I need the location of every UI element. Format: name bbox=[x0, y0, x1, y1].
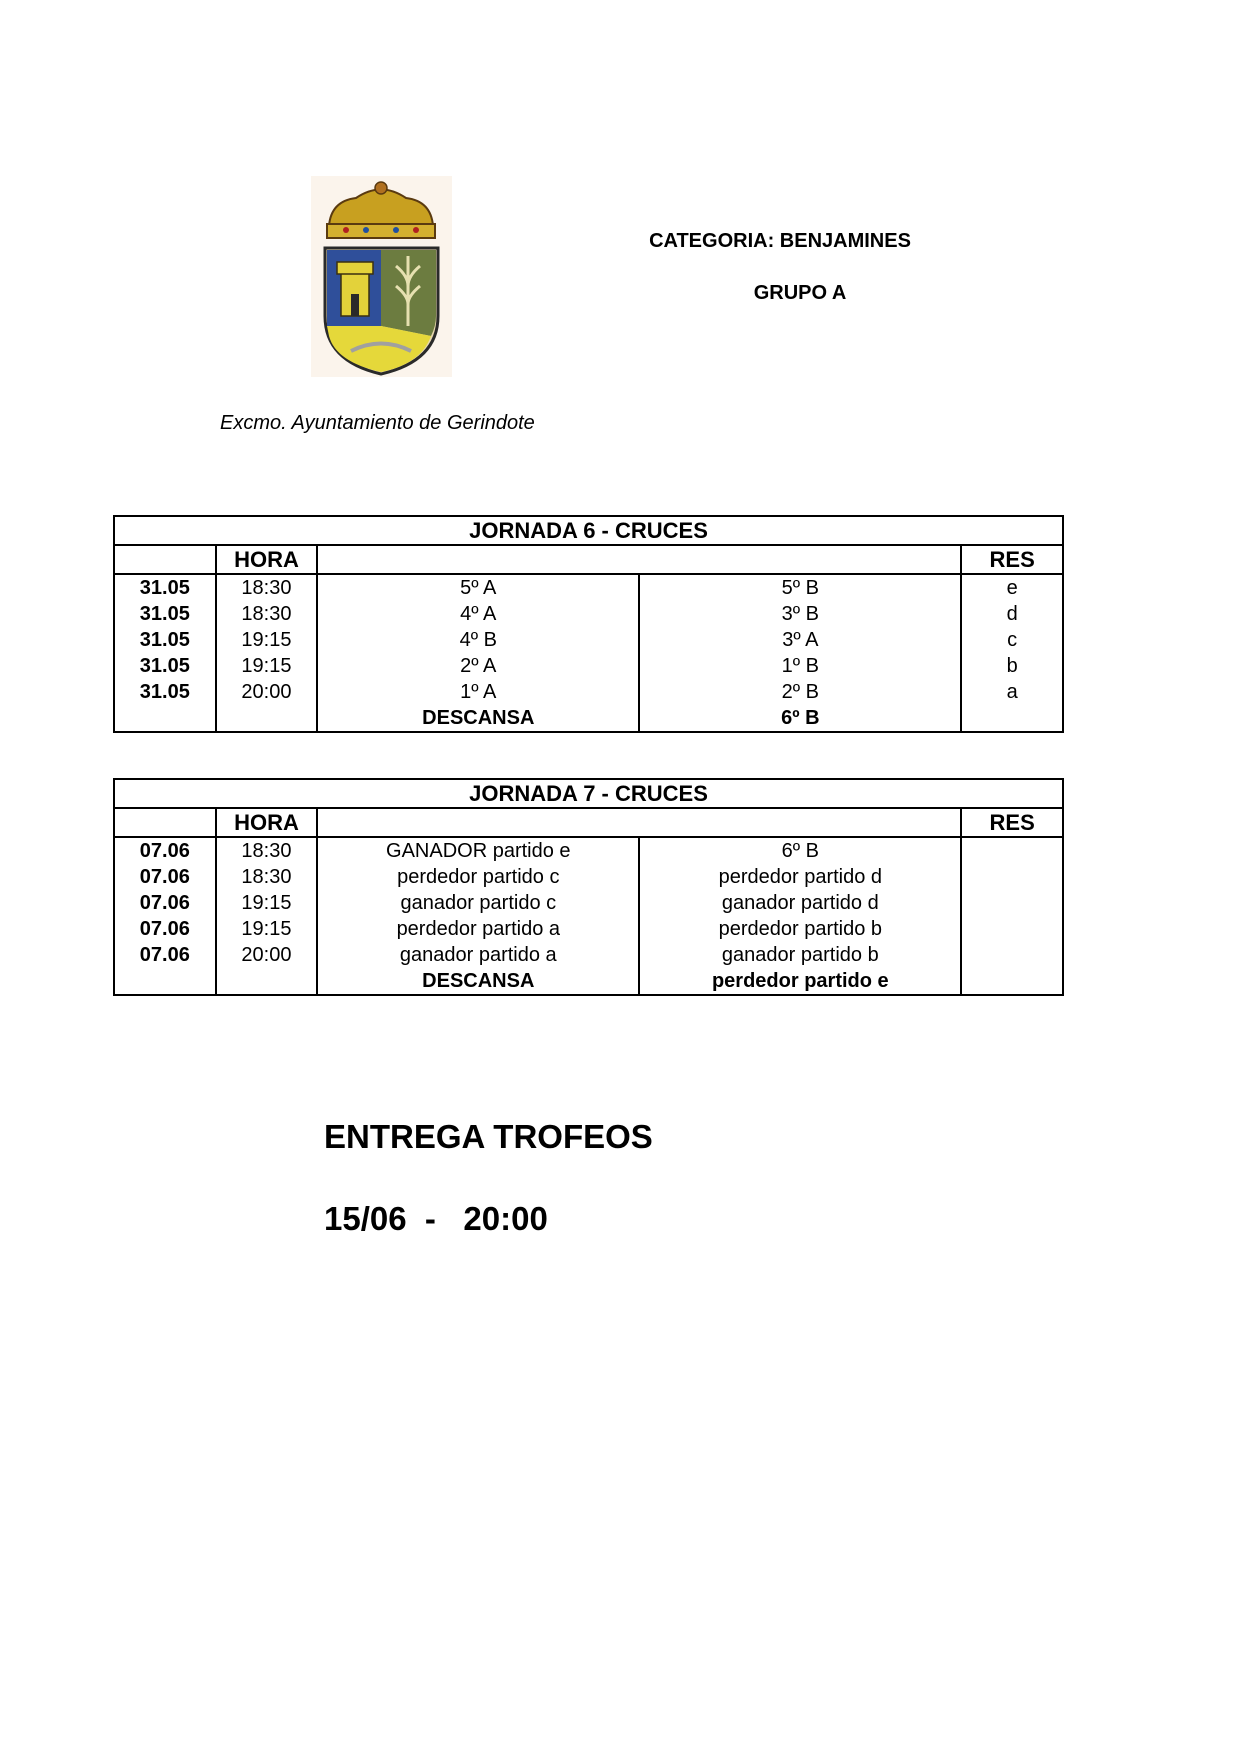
match-date: 07.06 bbox=[114, 916, 216, 942]
away-team: 3º B bbox=[639, 601, 961, 627]
group-title: GRUPO A bbox=[753, 282, 847, 304]
col-res-header: RES bbox=[961, 808, 1063, 837]
home-team: perdedor partido c bbox=[317, 864, 639, 890]
match-date: 31.05 bbox=[114, 601, 216, 627]
away-team: ganador partido b bbox=[639, 942, 961, 968]
home-team: 1º A bbox=[317, 679, 639, 705]
jornada-6-table bbox=[113, 515, 1064, 733]
table-row bbox=[114, 627, 1063, 653]
match-date: 31.05 bbox=[114, 653, 216, 679]
match-result bbox=[961, 916, 1063, 942]
match-date: 31.05 bbox=[114, 574, 216, 601]
match-time: 19:15 bbox=[216, 890, 318, 916]
match-date: 31.05 bbox=[114, 627, 216, 653]
match-time: 18:30 bbox=[216, 837, 318, 864]
match-result: b bbox=[961, 653, 1063, 679]
jornada-title: JORNADA 7 - CRUCES bbox=[114, 779, 1063, 808]
empty-cell bbox=[216, 705, 318, 732]
match-result: a bbox=[961, 679, 1063, 705]
home-team: ganador partido c bbox=[317, 890, 639, 916]
table-row bbox=[114, 653, 1063, 679]
match-time: 20:00 bbox=[216, 942, 318, 968]
col-date-header bbox=[114, 808, 216, 837]
table-row bbox=[114, 601, 1063, 627]
match-result: c bbox=[961, 627, 1063, 653]
table-row bbox=[114, 942, 1063, 968]
away-team: 6º B bbox=[639, 837, 961, 864]
match-result bbox=[961, 837, 1063, 864]
coat-of-arms-icon bbox=[311, 176, 452, 377]
match-result: d bbox=[961, 601, 1063, 627]
home-team: GANADOR partido e bbox=[317, 837, 639, 864]
table-row bbox=[114, 574, 1063, 601]
town-hall-caption: Excmo. Ayuntamiento de Gerindote bbox=[220, 412, 535, 434]
match-date: 07.06 bbox=[114, 837, 216, 864]
home-team: 4º A bbox=[317, 601, 639, 627]
empty-cell bbox=[114, 968, 216, 995]
table-row bbox=[114, 679, 1063, 705]
match-time: 18:30 bbox=[216, 864, 318, 890]
col-hora-header: HORA bbox=[216, 808, 318, 837]
away-team: 2º B bbox=[639, 679, 961, 705]
match-time: 20:00 bbox=[216, 679, 318, 705]
match-time: 19:15 bbox=[216, 653, 318, 679]
match-result bbox=[961, 890, 1063, 916]
rest-row bbox=[114, 705, 1063, 732]
empty-cell bbox=[961, 968, 1063, 995]
table-row bbox=[114, 837, 1063, 864]
table-row bbox=[114, 890, 1063, 916]
empty-cell bbox=[216, 968, 318, 995]
match-time: 19:15 bbox=[216, 627, 318, 653]
table-row bbox=[114, 864, 1063, 890]
category-title: CATEGORIA: BENJAMINES bbox=[649, 230, 911, 252]
away-team: 3º A bbox=[639, 627, 961, 653]
col-hora-header: HORA bbox=[216, 545, 318, 574]
rest-team: 6º B bbox=[639, 705, 961, 732]
away-team: perdedor partido d bbox=[639, 864, 961, 890]
col-res-header: RES bbox=[961, 545, 1063, 574]
away-team: 5º B bbox=[639, 574, 961, 601]
home-team: 5º A bbox=[317, 574, 639, 601]
col-teams-header bbox=[317, 808, 961, 837]
home-team: 2º A bbox=[317, 653, 639, 679]
match-result bbox=[961, 864, 1063, 890]
match-time: 18:30 bbox=[216, 601, 318, 627]
home-team: 4º B bbox=[317, 627, 639, 653]
away-team: ganador partido d bbox=[639, 890, 961, 916]
jornada-title: JORNADA 6 - CRUCES bbox=[114, 516, 1063, 545]
table-row bbox=[114, 916, 1063, 942]
rest-label: DESCANSA bbox=[317, 705, 639, 732]
match-result: e bbox=[961, 574, 1063, 601]
jornada-7-table bbox=[113, 778, 1064, 996]
empty-cell bbox=[961, 705, 1063, 732]
trophy-ceremony-datetime: 15/06 - 20:00 bbox=[324, 1200, 548, 1237]
col-teams-header bbox=[317, 545, 961, 574]
match-result bbox=[961, 942, 1063, 968]
match-date: 07.06 bbox=[114, 864, 216, 890]
match-time: 19:15 bbox=[216, 916, 318, 942]
match-date: 07.06 bbox=[114, 942, 216, 968]
rest-team: perdedor partido e bbox=[639, 968, 961, 995]
trophy-ceremony-title: ENTREGA TROFEOS bbox=[324, 1118, 653, 1155]
rest-row bbox=[114, 968, 1063, 995]
match-time: 18:30 bbox=[216, 574, 318, 601]
away-team: perdedor partido b bbox=[639, 916, 961, 942]
match-date: 31.05 bbox=[114, 679, 216, 705]
empty-cell bbox=[114, 705, 216, 732]
match-date: 07.06 bbox=[114, 890, 216, 916]
away-team: 1º B bbox=[639, 653, 961, 679]
home-team: ganador partido a bbox=[317, 942, 639, 968]
home-team: perdedor partido a bbox=[317, 916, 639, 942]
rest-label: DESCANSA bbox=[317, 968, 639, 995]
col-date-header bbox=[114, 545, 216, 574]
